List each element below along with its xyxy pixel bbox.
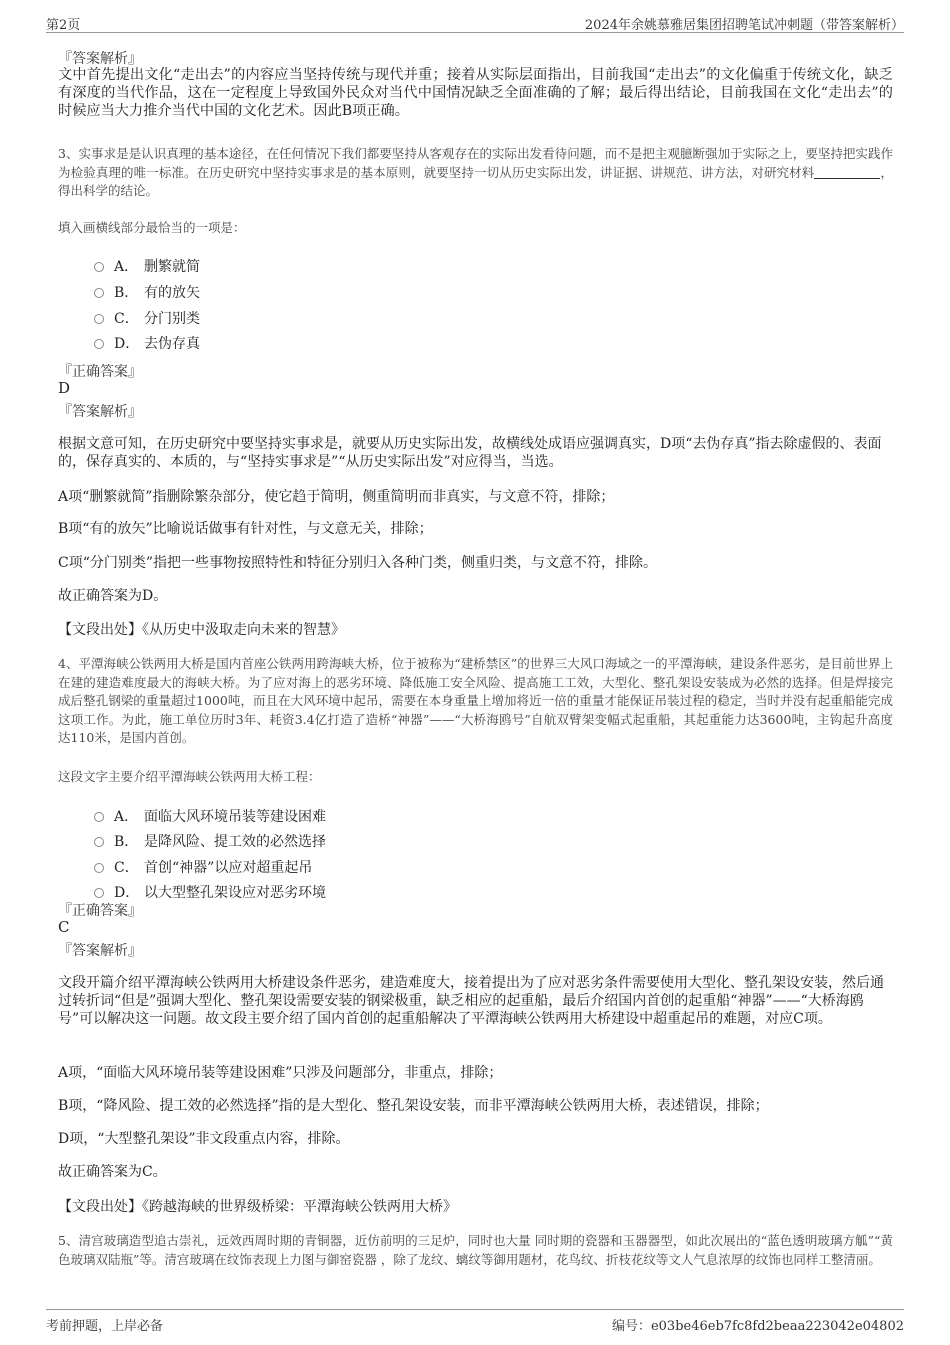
option-key: B． [114,285,139,301]
source-citation: 【文段出处】《跨越海峡的世界级桥梁：平潭海峡公铁两用大桥》 [58,1199,457,1215]
option-text: 有的放矢 [144,285,200,301]
option-text: 分门别类 [144,311,200,327]
radio-icon[interactable] [94,812,104,822]
explanation-conclusion: 故正确答案为C。 [58,1164,167,1180]
question-3-option-d[interactable] [94,333,200,353]
option-text: 是降风险、提工效的必然选择 [144,834,326,850]
explanation-paragraph: 文段开篇介绍平潭海峡公铁两用大桥建设条件恶劣，建造难度大，接着提出为了应对恶劣条件需要使用大型化、整孔架设安装，然后通过转折词“但是”强调大型化、整孔架设需要安装的钢梁极重，缺乏相应的起重船，最后介绍国内首创的起重船“神器”——“大桥海鸥号”可以解决这一问题。故文段主要介绍了国内首创的起重船解决了平潭海峡公铁两用大桥建设中超重起吊的难题，对应C项。 [58,975,884,1027]
explanation-paragraph: A项，“面临大风环境吊装等建设困难”只涉及问题部分，非重点，排除； [58,1065,503,1081]
radio-icon[interactable] [94,888,104,898]
correct-answer: C [58,918,70,936]
radio-icon[interactable] [94,837,104,847]
question-3-stem: 3、实事求是是认识真理的基本途径，在任何情况下我们都要坚持从客观存在的实际出发看待问题，而不是把主观臆断强加于实际之上，要坚持把实践作为检验真理的唯一标准。在历史研究中坚持实事求是的基本原则，就要坚持一切从历史实际出发，讲证据、讲规范、讲方法，对研究材料 [58,146,893,180]
question-3-stem-end: ，得出科学的结论。 [58,164,893,198]
option-text: 首创“神器”以应对超重起吊 [144,860,313,876]
option-key: D． [114,336,140,352]
code-label: 编号： [611,1319,651,1334]
option-key: B． [114,834,139,850]
document-title: 2024年余姚慕雅居集团招聘笔试冲刺题（带答案解析） [584,18,904,33]
question-4-option-a[interactable] [94,806,326,826]
option-key: A． [114,809,139,825]
page-footer [46,1309,904,1334]
radio-icon[interactable] [94,288,104,298]
question-3-text [58,145,893,201]
radio-icon[interactable] [94,262,104,272]
option-text: 删繁就简 [144,259,200,275]
radio-icon[interactable] [94,314,104,324]
radio-icon[interactable] [94,339,104,349]
explanation-paragraph: B项，“降风险、提工效的必然选择”指的是大型化、整孔架设安装，而非平潭海峡公铁两用大桥，表述错误，排除； [58,1098,769,1114]
answer-explanation-label: 『答案解析』 [58,404,142,420]
option-key: D． [114,885,140,901]
footer-slogan: 考前押题，上岸必备 [46,1319,164,1334]
explanation-paragraph: C项“分门别类”指把一些事物按照特性和特征分别归入各种门类，侧重归类，与文意不符，排除。 [58,555,658,571]
option-key: C． [114,311,139,327]
question-4-option-b[interactable] [94,831,326,851]
correct-answer-label: 『正确答案』 [58,364,142,380]
explanation-paragraph: B项“有的放矢”比喻说话做事有针对性，与文意无关，排除； [58,521,433,537]
explanation-paragraph: 根据文意可知，在历史研究中要坚持实事求是，就要从历史实际出发，故横线处成语应强调真实，D项“去伪存真”指去除虚假的、表面的，保存真实的、本质的，与“坚持实事求是”“从历史实际出发”对应得当，当选。 [58,436,882,470]
question-3-option-b[interactable] [94,282,200,302]
question-4-prompt: 这段文字主要介绍平潭海峡公铁两用大桥工程： [58,769,321,784]
explanation-conclusion: 故正确答案为D。 [58,588,168,604]
option-key: A． [114,259,139,275]
question-4-option-c[interactable] [94,857,312,877]
option-text: 以大型整孔架设应对恶劣环境 [144,885,326,901]
question-3-prompt: 填入画横线部分最恰当的一项是： [58,220,246,235]
source-citation: 【文段出处】《从历史中汲取走向未来的智慧》 [58,622,345,638]
explanation-paragraph: A项“删繁就简”指删除繁杂部分，使它趋于简明，侧重简明而非真实，与文意不符，排除； [58,489,615,505]
page-header [46,10,904,33]
question-3-option-a[interactable] [94,256,200,276]
option-text: 去伪存真 [144,336,200,352]
answer-explanation-label: 『答案解析』 [58,943,142,959]
correct-answer-label: 『正确答案』 [58,903,142,919]
option-text: 面临大风环境吊装等建设困难 [144,809,326,825]
option-key: C． [114,860,139,876]
question-4-option-d[interactable] [94,882,326,902]
explanation-paragraph: D项，“大型整孔架设”非文段重点内容，排除。 [58,1131,350,1147]
document-code [612,1315,904,1334]
question-3-option-c[interactable] [94,308,200,328]
question-4-text: 4、平潭海峡公铁两用大桥是国内首座公铁两用跨海峡大桥，位于被称为“建桥禁区”的世界三大风口海域之一的平潭海峡，建设条件恶劣，是目前世界上在建的建造难度最大的海峡大桥。为了应对海上的恶劣环境、降低施工安全风险、提高施工工效，大型化、整孔架设安装成为必然的选择。但是焊接完成后整孔钢梁的重量超过1000吨，而且在大风环境中起吊，需要在本身重量上增加将近一倍的重量才能保证吊装过程的稳定，当时并没有起重船能完成这项工作。为此，施工单位历时3年、耗资3.4亿打造了造桥“神器”——“大桥海鸥号”自航双臂架变幅式起重船，其起重能力达3600吨，主钩起升高度达110米，是国内首创。 [58,656,893,745]
fill-blank [814,166,880,179]
correct-answer: D [58,379,71,397]
answer-explanation-label: 『答案解析』 [58,51,142,67]
question-5-text: 5、清宫玻璃造型追古崇礼，远效西周时期的青铜器，近仿前明的三足炉，同时也大量 同时期的瓷器和玉器器型，如此次展出的“蓝色透明玻璃方觚”“黄色玻璃双陆瓶”等。清宫玻璃在纹饰表现上力图与御窑瓷器 ，除了龙纹、螭纹等御用题材，花鸟纹、折枝花纹等文人气息浓厚的纹饰也同样工整清丽。 [58,1233,893,1267]
answer-explanation-text: 文中首先提出文化“走出去”的内容应当坚持传统与现代并重；接着从实际层面指出，目前我国“走出去”的文化偏重于传统文化，缺乏有深度的当代作品，这在一定程度上导致国外民众对当代中国情况缺乏全面准确的了解；最后得出结论，目前我国在文化“走出去”的时候应当大力推介当代中国的文化艺术。因此B项正确。 [58,67,893,119]
radio-icon[interactable] [94,863,104,873]
code-value: e03be46eb7fc8fd2beaa223042e04802 [650,1319,904,1334]
page-number: 第2页 [46,18,81,33]
